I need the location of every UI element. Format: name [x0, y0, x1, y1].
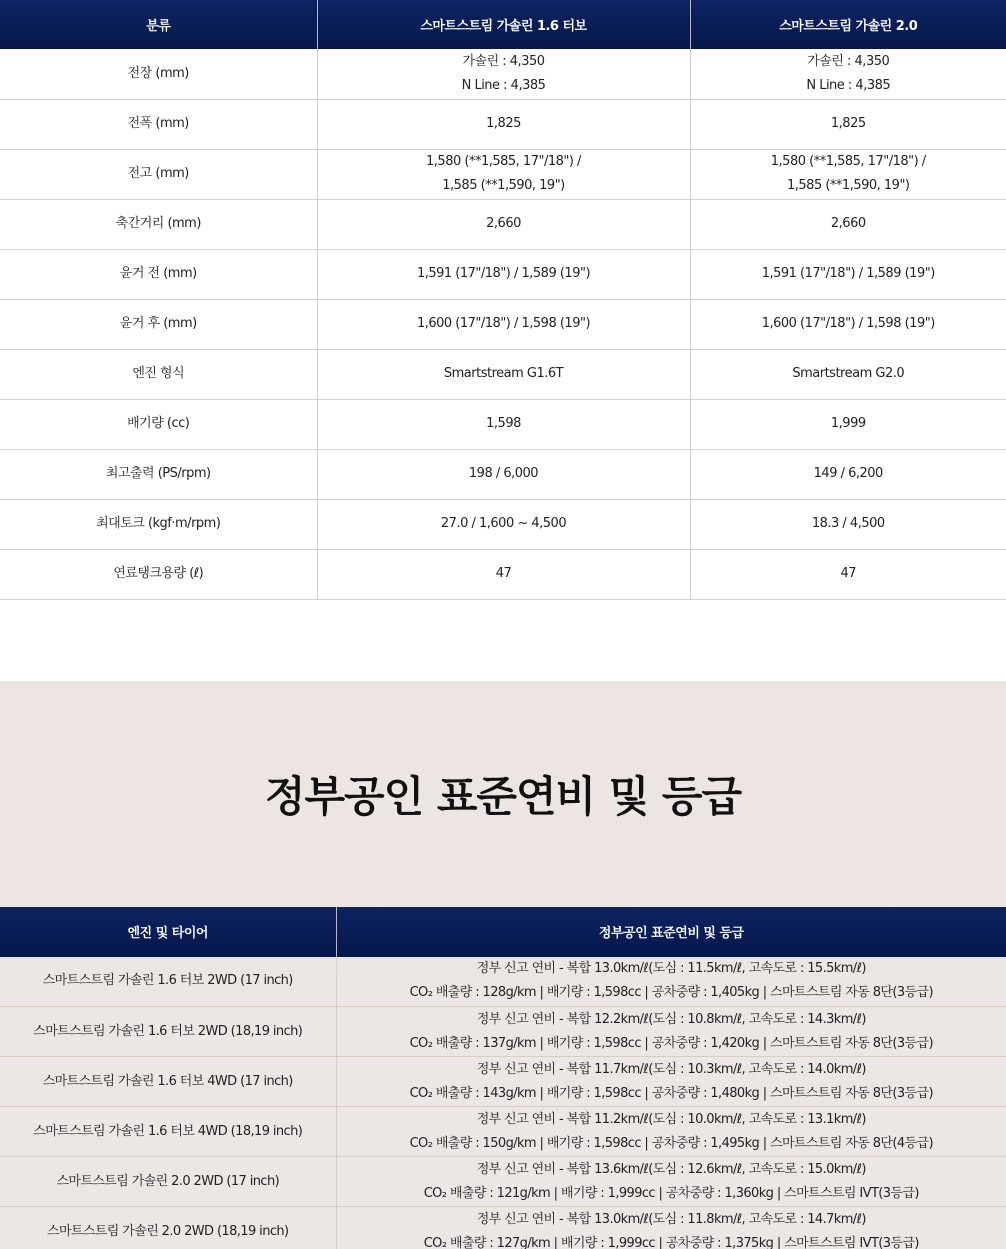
spec-value-line: 가솔린 : 4,350: [807, 53, 890, 69]
spec-value-line: 1,600 (17"/18") / 1,598 (19"): [416, 316, 591, 331]
fuel-value-cell: [336, 1107, 1006, 1157]
spec-value-line: 1,999: [830, 416, 866, 431]
spec-value-cell: [690, 399, 1006, 449]
fuel-table: [0, 907, 1006, 1249]
spec-header-gasoline-2-0: 스마트스트림 가솔린 2.0: [690, 0, 1006, 49]
fuel-header-engine: 엔진 및 타이어: [0, 907, 336, 957]
table-row: [0, 399, 1006, 449]
spec-value-line: 1,591 (17"/18") / 1,589 (19"): [761, 266, 935, 281]
spec-row-label: 전폭 (mm): [0, 99, 317, 149]
fuel-value-cell: [336, 1157, 1006, 1207]
table-row: [0, 149, 1006, 199]
spec-value-line: 가솔린 : 4,350: [462, 53, 545, 69]
fuel-value-line: 정부 신고 연비 - 복합 13.0km/ℓ(도심 : 11.5km/ℓ, 고속도로 : 15.5km/ℓ): [476, 961, 866, 977]
spec-value-line: 149 / 6,200: [813, 466, 883, 481]
spec-value-line: N Line : 4,385: [806, 77, 891, 93]
fuel-row-label: 스마트스트림 가솔린 2.0 2WD (17 inch): [0, 1157, 336, 1207]
table-row: [0, 1007, 1006, 1057]
spec-value-cell: [690, 449, 1006, 499]
fuel-header-efficiency: 정부공인 표준연비 및 등급: [336, 907, 1006, 957]
spec-header-turbo: 스마트스트림 가솔린 1.6 터보: [317, 0, 690, 49]
table-row: [0, 449, 1006, 499]
spec-value-cell: [317, 499, 690, 549]
spec-value-cell: [317, 449, 690, 499]
spec-value-cell: [317, 149, 690, 199]
spec-value-line: 1,585 (**1,590, 19"): [787, 178, 910, 193]
spec-value-line: 2,660: [486, 216, 521, 231]
table-row: [0, 49, 1006, 99]
fuel-value-line: CO₂ 배출량 : 137g/km | 배기량 : 1,598cc | 공차중량 : 1,420kg | 스마트스트림 자동 8단(3등급): [409, 1035, 933, 1051]
spec-value-cell: [690, 299, 1006, 349]
spec-table: [0, 0, 1006, 600]
spec-value-line: 1,600 (17"/18") / 1,598 (19"): [761, 316, 935, 331]
table-row: [0, 1207, 1006, 1249]
spec-value-cell: [690, 149, 1006, 199]
spec-value-line: 1,598: [486, 416, 521, 431]
fuel-value-line: 정부 신고 연비 - 복합 11.2km/ℓ(도심 : 10.0km/ℓ, 고속도로 : 13.1km/ℓ): [476, 1111, 866, 1127]
spec-value-cell: [690, 549, 1006, 599]
fuel-value-cell: [336, 1057, 1006, 1107]
fuel-header-row: [0, 907, 1006, 957]
spec-value-line: 2,660: [830, 216, 866, 231]
table-row: [0, 99, 1006, 149]
spec-row-label: 최고출력 (PS/rpm): [0, 449, 317, 499]
fuel-value-line: 정부 신고 연비 - 복합 13.6km/ℓ(도심 : 12.6km/ℓ, 고속도로 : 15.0km/ℓ): [476, 1161, 866, 1177]
spec-value-cell: [690, 99, 1006, 149]
table-row: [0, 1057, 1006, 1107]
spec-row-label: 윤거 전 (mm): [0, 249, 317, 299]
spec-value-cell: [317, 399, 690, 449]
fuel-row-label: 스마트스트림 가솔린 1.6 터보 4WD (18,19 inch): [0, 1107, 336, 1157]
spec-value-line: 1,591 (17"/18") / 1,589 (19"): [416, 266, 591, 281]
spec-value-line: 1,580 (**1,585, 17"/18") /: [426, 154, 581, 169]
fuel-value-line: CO₂ 배출량 : 127g/km | 배기량 : 1,999cc | 공차중량 : 1,375kg | 스마트스트림 IVT(3등급): [423, 1235, 919, 1249]
table-row: [0, 349, 1006, 399]
spec-value-cell: [317, 49, 690, 99]
fuel-row-label: 스마트스트림 가솔린 1.6 터보 2WD (18,19 inch): [0, 1007, 336, 1057]
spec-value-line: 1,825: [830, 116, 866, 131]
spec-row-label: 엔진 형식: [0, 349, 317, 399]
spec-header-category: 분류: [0, 0, 317, 49]
fuel-row-label: 스마트스트림 가솔린 1.6 터보 4WD (17 inch): [0, 1057, 336, 1107]
spec-value-line: Smartstream G2.0: [792, 366, 905, 381]
spec-value-line: 1,825: [486, 116, 521, 131]
table-row: [0, 1157, 1006, 1207]
fuel-value-cell: [336, 957, 1006, 1007]
fuel-value-line: 정부 신고 연비 - 복합 11.7km/ℓ(도심 : 10.3km/ℓ, 고속도로 : 14.0km/ℓ): [476, 1061, 866, 1077]
spec-value-line: N Line : 4,385: [461, 77, 546, 93]
fuel-row-label: 스마트스트림 가솔린 1.6 터보 2WD (17 inch): [0, 957, 336, 1007]
spec-value-cell: [317, 299, 690, 349]
fuel-value-line: CO₂ 배출량 : 128g/km | 배기량 : 1,598cc | 공차중량 : 1,405kg | 스마트스트림 자동 8단(3등급): [409, 985, 933, 1001]
spec-value-cell: [317, 349, 690, 399]
fuel-row-label: 스마트스트림 가솔린 2.0 2WD (18,19 inch): [0, 1207, 336, 1249]
fuel-value-line: CO₂ 배출량 : 150g/km | 배기량 : 1,598cc | 공차중량 : 1,495kg | 스마트스트림 자동 8단(4등급): [409, 1135, 933, 1151]
spec-row-label: 전고 (mm): [0, 149, 317, 199]
spec-value-cell: [317, 549, 690, 599]
fuel-efficiency-section: [0, 681, 1006, 1249]
spec-row-label: 배기량 (cc): [0, 399, 317, 449]
spec-body: [0, 49, 1006, 599]
spec-value-line: 1,585 (**1,590, 19"): [442, 178, 565, 193]
spec-value-line: 18.3 / 4,500: [811, 516, 885, 531]
fuel-value-cell: [336, 1007, 1006, 1057]
spec-row-label: 최대토크 (kgf·m/rpm): [0, 499, 317, 549]
spec-row-label: 전장 (mm): [0, 49, 317, 99]
spec-value-cell: [690, 349, 1006, 399]
spec-value-cell: [317, 199, 690, 249]
spec-value-line: 27.0 / 1,600 ~ 4,500: [440, 516, 567, 531]
fuel-value-line: CO₂ 배출량 : 121g/km | 배기량 : 1,999cc | 공차중량 : 1,360kg | 스마트스트림 IVT(3등급): [423, 1185, 919, 1201]
spec-value-cell: [690, 249, 1006, 299]
fuel-value-line: 정부 신고 연비 - 복합 12.2km/ℓ(도심 : 10.8km/ℓ, 고속도로 : 14.3km/ℓ): [476, 1011, 866, 1027]
section-gap: [0, 600, 1006, 681]
spec-value-line: 47: [840, 566, 857, 581]
fuel-body: [0, 957, 1006, 1249]
fuel-value-cell: [336, 1207, 1006, 1249]
spec-value-cell: [690, 49, 1006, 99]
spec-row-label: 연료탱크용량 (ℓ): [0, 549, 317, 599]
spec-value-line: Smartstream G1.6T: [443, 366, 564, 381]
section-title: 정부공인 표준연비 및 등급: [264, 771, 742, 821]
spec-value-cell: [690, 199, 1006, 249]
table-row: [0, 549, 1006, 599]
table-row: [0, 1107, 1006, 1157]
table-row: [0, 199, 1006, 249]
spec-header-row: [0, 0, 1006, 49]
fuel-value-line: 정부 신고 연비 - 복합 13.0km/ℓ(도심 : 11.8km/ℓ, 고속도로 : 14.7km/ℓ): [476, 1211, 866, 1227]
table-row: [0, 299, 1006, 349]
spec-value-cell: [317, 99, 690, 149]
table-row: [0, 957, 1006, 1007]
spec-value-line: 1,580 (**1,585, 17"/18") /: [770, 154, 926, 169]
spec-value-cell: [690, 499, 1006, 549]
table-row: [0, 249, 1006, 299]
spec-value-cell: [317, 249, 690, 299]
spec-value-line: 198 / 6,000: [468, 466, 539, 481]
fuel-value-line: CO₂ 배출량 : 143g/km | 배기량 : 1,598cc | 공차중량 : 1,480kg | 스마트스트림 자동 8단(3등급): [409, 1085, 933, 1101]
spec-row-label: 축간거리 (mm): [0, 199, 317, 249]
spec-value-line: 47: [495, 566, 512, 581]
table-row: [0, 499, 1006, 549]
spec-row-label: 윤거 후 (mm): [0, 299, 317, 349]
